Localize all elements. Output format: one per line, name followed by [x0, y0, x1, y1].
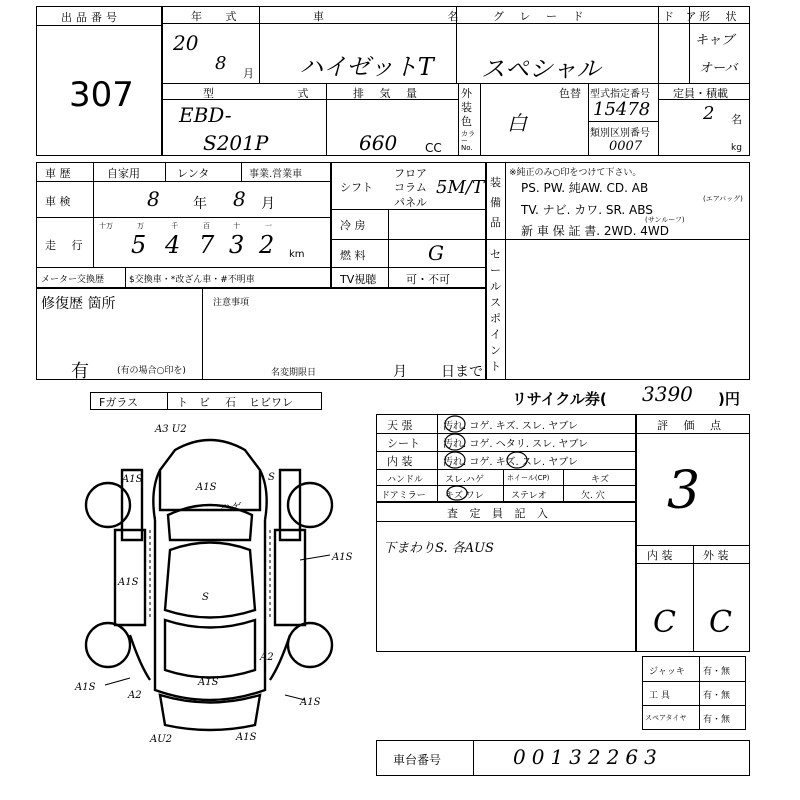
spec-no-label: 型式指定番号	[590, 89, 650, 100]
lot-number-label: 出品番号	[61, 11, 121, 24]
glass-option-to: ト	[177, 396, 188, 409]
evaluation-score: 3	[667, 461, 701, 521]
deadline-month: 月	[393, 364, 407, 380]
shift-option-floor: フロア	[394, 167, 427, 180]
history-option-private: 自家用	[107, 167, 140, 180]
front-glass-row	[90, 392, 322, 410]
inspection-month-unit: 月	[261, 196, 275, 212]
grade-label: グ レ ー ド	[493, 10, 590, 23]
exterior-grade-label: 外 装	[703, 549, 729, 562]
evaluation-label: 評 価 点	[657, 419, 727, 432]
digit-label-1k: 千	[171, 222, 178, 230]
recycle-value: 3390	[642, 382, 693, 406]
displacement-unit: CC	[425, 141, 442, 155]
inspection-label: 車 検	[45, 195, 71, 208]
fuel-value: G	[428, 241, 444, 265]
equip-row-2: TV. ナビ. カワ. SR. ABS	[521, 203, 653, 217]
spare-label: スペアタイヤ	[645, 714, 687, 722]
type-label: 型 式	[203, 87, 349, 100]
shift-label: シフト	[340, 181, 373, 194]
glass-option-crack: ヒビワレ	[249, 396, 293, 409]
repair-note: (有の場合○印を)	[117, 366, 186, 376]
year-value: 20	[173, 31, 199, 55]
color-value: 白	[507, 111, 527, 135]
name-label: 車 名	[313, 10, 519, 23]
airbag-note: (エアバッグ)	[703, 195, 743, 203]
inspection-year-unit: 年	[193, 196, 207, 212]
spec-no-value: 15478	[593, 99, 651, 120]
history-table	[36, 162, 331, 288]
door-label: ド ア	[663, 10, 701, 23]
tools-box	[642, 656, 746, 730]
diagram-mark-a1s-hood-center: A1S	[196, 482, 217, 493]
digit-label-100k: 十万	[99, 222, 113, 230]
seat-label: シート	[387, 437, 420, 450]
ext-color-label: 外装色	[461, 87, 472, 128]
wheel-text: キズ	[591, 475, 609, 485]
fuel-label: 燃 料	[340, 249, 366, 262]
interior-grade-label: 内 装	[647, 549, 673, 562]
car-name-value: ハイゼットT	[299, 53, 434, 81]
shift-value: 5M/T	[436, 177, 484, 198]
shape-label: 形 状	[699, 10, 743, 23]
mileage-digit-2: 4	[165, 231, 181, 259]
mirror-text: キズ.ワレ	[445, 491, 484, 501]
tool-choice: 有・無	[703, 691, 731, 701]
tv-value: 可・不可	[406, 273, 450, 286]
color-change-label: 色替	[559, 87, 581, 100]
history-label: 車 歴	[45, 167, 71, 180]
diagram-mark-au2: AU2	[150, 734, 173, 745]
history-option-business: 事業.営業車	[249, 169, 303, 180]
spare-choice: 有・無	[703, 715, 731, 725]
stereo-text: 欠. 穴	[581, 491, 605, 501]
capacity-unit: 名	[731, 113, 742, 126]
mileage-digit-4: 3	[229, 231, 245, 259]
diagram-mark-a3u2: A3 U2	[155, 424, 187, 435]
inspection-year-value: 8	[147, 187, 160, 211]
shape-value-1: キャブ	[695, 33, 735, 48]
digit-label-10k: 万	[137, 222, 144, 230]
type-value-2: S201P	[203, 131, 269, 155]
evaluation-box	[636, 414, 750, 652]
recycle-unit: )円	[718, 390, 740, 408]
tv-label: TV視聴	[340, 273, 377, 286]
equip-row-1: PS. PW. 純AW. CD. AB	[521, 181, 649, 195]
diagram-mark-a1s-right: A1S	[332, 552, 353, 563]
load-unit: kg	[731, 143, 742, 153]
class-no-value: 0007	[609, 139, 643, 154]
condition-table	[376, 414, 636, 502]
diagram-mark-a1s-bottom: A1S	[236, 732, 257, 743]
handle-label: ハンドル	[387, 475, 424, 485]
glass-option-bi: ビ	[199, 396, 210, 409]
month-unit: 月	[243, 67, 254, 80]
mileage-digit-3: 7	[199, 231, 215, 259]
chassis-box	[376, 740, 750, 776]
equipment-left-table	[331, 162, 486, 288]
class-no-label: 類別区別番号	[590, 128, 650, 139]
mileage-label: 走 行	[45, 239, 89, 252]
shift-option-column: コラム	[394, 181, 427, 194]
digit-label-10: 十	[233, 222, 240, 230]
meter-label: メーター交換歴	[41, 275, 105, 285]
repair-label: 修復歴 箇所	[41, 296, 116, 312]
meter-options: $交換車・*改ざん車・#不明車	[129, 275, 255, 285]
interior-grade-value: C	[653, 605, 676, 640]
history-option-rental: レンタ	[177, 167, 210, 180]
diagram-mark-a1s-left: A1S	[118, 577, 139, 588]
mirror-label: ドアミラー	[381, 491, 426, 501]
interior-label: 内 装	[387, 455, 413, 468]
equip-row-3: 新 車 保 証 書. 2WD. 4WD	[521, 224, 669, 238]
chassis-value: 00132263	[513, 745, 663, 769]
inspector-comment: 下まわりS. 各AUS	[383, 541, 494, 556]
digit-label-1: 一	[265, 222, 272, 230]
diagram-mark-a1s-bottom-right: A1S	[300, 697, 321, 708]
tool-label: 工 具	[649, 691, 670, 701]
diagram-mark-hage: ハゲ	[220, 502, 240, 513]
equip-note: ※純正のみ○印をつけて下さい。	[509, 168, 642, 178]
jack-label: ジャッキ	[649, 667, 685, 677]
shape-value-2: オーバ	[699, 61, 738, 76]
seat-text: 汚れ. コゲ. ヘタリ. スレ. ヤブレ	[443, 439, 589, 450]
diagram-mark-a1s-bottom-left: A1S	[75, 682, 96, 693]
notes-label: 注意事項	[213, 298, 250, 308]
ceiling-label: 天 張	[387, 419, 413, 432]
equip-label: 装備品	[490, 176, 501, 229]
sales-point-label: セールスポイント	[490, 248, 501, 373]
displacement-value: 660	[359, 131, 398, 155]
diagram-mark-a2-bottom-left: A2	[128, 690, 142, 701]
inspector-label: 査 定 員 記 入	[447, 507, 552, 520]
shift-option-panel: パネル	[394, 196, 427, 209]
diagram-mark-a1s-rear: A1S	[198, 677, 219, 688]
handle-text: スレ.ハゲ	[445, 475, 484, 485]
type-value-1: EBD-	[179, 103, 232, 127]
repair-value: 有	[71, 361, 89, 382]
diagram-mark-s-center: S	[202, 592, 209, 603]
diagram-mark-a2-right: A2	[260, 652, 274, 663]
lot-number-box	[36, 6, 162, 156]
color-no-label: カラーNo.	[461, 130, 475, 152]
glass-option-ishi: 石	[225, 396, 236, 409]
year-label: 年 式	[191, 10, 247, 23]
exterior-grade-value: C	[709, 605, 732, 640]
mileage-digit-1: 5	[131, 231, 147, 259]
front-glass-label: Fガラス	[99, 396, 138, 409]
condition-marks	[377, 415, 635, 501]
interior-text: 汚れ. コゲ. キズ. スレ. ヤブレ	[443, 457, 578, 468]
deadline-label: 名変期限日	[271, 368, 317, 378]
capacity-label: 定員・積載	[673, 87, 728, 100]
lot-number-value: 307	[69, 75, 134, 115]
diagram-mark-a1s-hood-left: A1S	[122, 474, 143, 485]
capacity-value: 2	[703, 103, 715, 124]
digit-label-100: 百	[203, 222, 210, 230]
displacement-label: 排 気 量	[353, 87, 423, 100]
month-value: 8	[215, 53, 227, 74]
wheel-label: ホイール(CP)	[507, 474, 550, 482]
km-unit: km	[289, 249, 305, 260]
sunroof-note: (サンルーフ)	[645, 216, 685, 224]
stereo-label: ステレオ	[511, 491, 547, 501]
car-diagram	[60, 410, 353, 750]
diagram-mark-s-right: S	[268, 472, 275, 483]
mileage-digit-5: 2	[259, 231, 275, 259]
grade-value: スペシャル	[481, 55, 601, 83]
jack-choice: 有・無	[703, 667, 731, 677]
equipment-right-table	[486, 162, 750, 380]
deadline-day: 日まで	[441, 364, 483, 380]
ac-label: 冷 房	[340, 219, 366, 232]
header-table	[162, 6, 750, 156]
recycle-label: リサイクル券(	[512, 390, 607, 408]
inspection-month-value: 8	[233, 187, 246, 211]
ceiling-text: 汚れ. コゲ. キズ. スレ. ヤブレ	[443, 421, 578, 432]
inspector-box	[376, 502, 636, 652]
repair-table	[36, 288, 486, 380]
chassis-label: 車台番号	[393, 753, 442, 767]
